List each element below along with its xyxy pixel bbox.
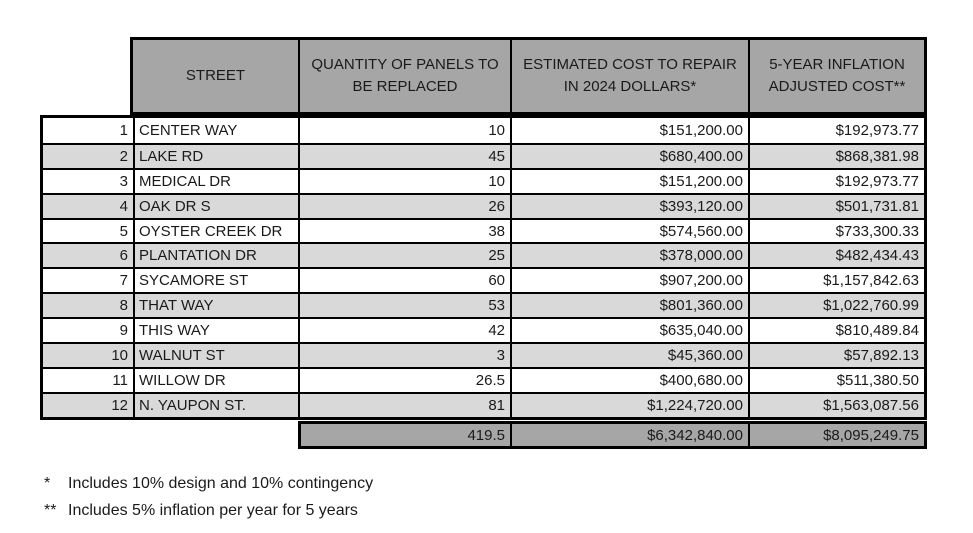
street-cell: PLANTATION DR bbox=[133, 244, 298, 267]
adj-cost-cell: $1,157,842.63 bbox=[748, 269, 924, 292]
est-cost-cell: $680,400.00 bbox=[510, 145, 748, 168]
adj-cost-cell: $1,563,087.56 bbox=[748, 394, 924, 417]
table-header-row bbox=[130, 37, 927, 115]
est-cost-cell: $393,120.00 bbox=[510, 195, 748, 218]
footnote-inflation bbox=[44, 501, 373, 521]
footnote-design-contingency bbox=[44, 474, 373, 494]
street-cell: MEDICAL DR bbox=[133, 170, 298, 193]
est-cost-cell: $1,224,720.00 bbox=[510, 394, 748, 417]
footnotes bbox=[44, 474, 373, 528]
est-cost-cell: $907,200.00 bbox=[510, 269, 748, 292]
row-number: 7 bbox=[119, 272, 128, 290]
street-cell: THAT WAY bbox=[133, 294, 298, 317]
est-cost-cell: $151,200.00 bbox=[510, 118, 748, 143]
adj-cost-cell: $57,892.13 bbox=[748, 344, 924, 367]
street-cell: LAKE RD bbox=[133, 145, 298, 168]
table-row bbox=[43, 168, 924, 193]
adj-cost-cell: $868,381.98 bbox=[748, 145, 924, 168]
table-row bbox=[43, 392, 924, 417]
row-number: 4 bbox=[119, 197, 128, 215]
row-number: 10 bbox=[111, 346, 128, 364]
footnote-text: Includes 10% design and 10% contingency bbox=[68, 475, 374, 492]
est-cost-cell: $635,040.00 bbox=[510, 319, 748, 342]
table-row bbox=[43, 118, 924, 143]
row-number: 3 bbox=[119, 172, 128, 190]
header-estimated: ESTIMATED COST TO REPAIR IN 2024 DOLLARS* bbox=[510, 40, 748, 112]
adj-cost-cell: $482,434.43 bbox=[748, 244, 924, 267]
est-cost-cell: $151,200.00 bbox=[510, 170, 748, 193]
adj-cost-cell: $810,489.84 bbox=[748, 319, 924, 342]
qty-cell: 38 bbox=[298, 220, 510, 243]
total-qty: 419.5 bbox=[467, 426, 505, 444]
row-number: 5 bbox=[119, 222, 128, 240]
footnote-text: Includes 5% inflation per year for 5 years bbox=[68, 502, 358, 519]
header-street: STREET bbox=[185, 67, 246, 84]
est-cost-cell: $801,360.00 bbox=[510, 294, 748, 317]
street-cell: SYCAMORE ST bbox=[133, 269, 298, 292]
row-number: 1 bbox=[119, 121, 128, 139]
table-row bbox=[43, 367, 924, 392]
adj-cost-cell: $192,973.77 bbox=[748, 170, 924, 193]
qty-cell: 3 bbox=[298, 344, 510, 367]
qty-cell: 10 bbox=[298, 118, 510, 143]
qty-cell: 81 bbox=[298, 394, 510, 417]
table-row bbox=[43, 317, 924, 342]
street-cell: WALNUT ST bbox=[133, 344, 298, 367]
row-number: 2 bbox=[119, 147, 128, 165]
header-quantity: QUANTITY OF PANELS TO BE REPLACED bbox=[298, 40, 510, 112]
row-number: 6 bbox=[119, 247, 128, 265]
adj-cost-cell: $501,731.81 bbox=[748, 195, 924, 218]
est-cost-cell: $45,360.00 bbox=[510, 344, 748, 367]
table-row bbox=[43, 292, 924, 317]
table-body bbox=[40, 115, 927, 420]
table-row bbox=[43, 143, 924, 168]
row-number: 8 bbox=[119, 297, 128, 315]
table-totals-row bbox=[298, 421, 927, 449]
qty-cell: 53 bbox=[298, 294, 510, 317]
table-row bbox=[43, 218, 924, 243]
qty-cell: 60 bbox=[298, 269, 510, 292]
table-row bbox=[43, 242, 924, 267]
header-adjusted: 5-YEAR INFLATION ADJUSTED COST** bbox=[748, 40, 924, 112]
street-cell: OAK DR S bbox=[133, 195, 298, 218]
adj-cost-cell: $1,022,760.99 bbox=[748, 294, 924, 317]
street-cell: N. YAUPON ST. bbox=[133, 394, 298, 417]
table-row bbox=[43, 193, 924, 218]
adj-cost-cell: $192,973.77 bbox=[748, 118, 924, 143]
qty-cell: 42 bbox=[298, 319, 510, 342]
qty-cell: 26 bbox=[298, 195, 510, 218]
row-number: 11 bbox=[112, 371, 128, 389]
qty-cell: 26.5 bbox=[298, 369, 510, 392]
street-cell: WILLOW DR bbox=[133, 369, 298, 392]
est-cost-cell: $574,560.00 bbox=[510, 220, 748, 243]
adj-cost-cell: $733,300.33 bbox=[748, 220, 924, 243]
qty-cell: 25 bbox=[298, 244, 510, 267]
qty-cell: 45 bbox=[298, 145, 510, 168]
row-number: 9 bbox=[119, 322, 128, 340]
est-cost-cell: $400,680.00 bbox=[510, 369, 748, 392]
qty-cell: 10 bbox=[298, 170, 510, 193]
street-cell: CENTER WAY bbox=[133, 118, 298, 143]
street-cell: OYSTER CREEK DR bbox=[133, 220, 298, 243]
footnote-marker: * bbox=[44, 475, 51, 492]
footnote-marker: ** bbox=[44, 502, 57, 519]
table-row bbox=[43, 342, 924, 367]
adj-cost-cell: $511,380.50 bbox=[748, 369, 924, 392]
row-number: 12 bbox=[111, 396, 128, 414]
est-cost-cell: $378,000.00 bbox=[510, 244, 748, 267]
street-cell: THIS WAY bbox=[133, 319, 298, 342]
total-est-cost: $6,342,840.00 bbox=[510, 424, 748, 446]
total-adj-cost: $8,095,249.75 bbox=[748, 424, 924, 446]
table-row bbox=[43, 267, 924, 292]
